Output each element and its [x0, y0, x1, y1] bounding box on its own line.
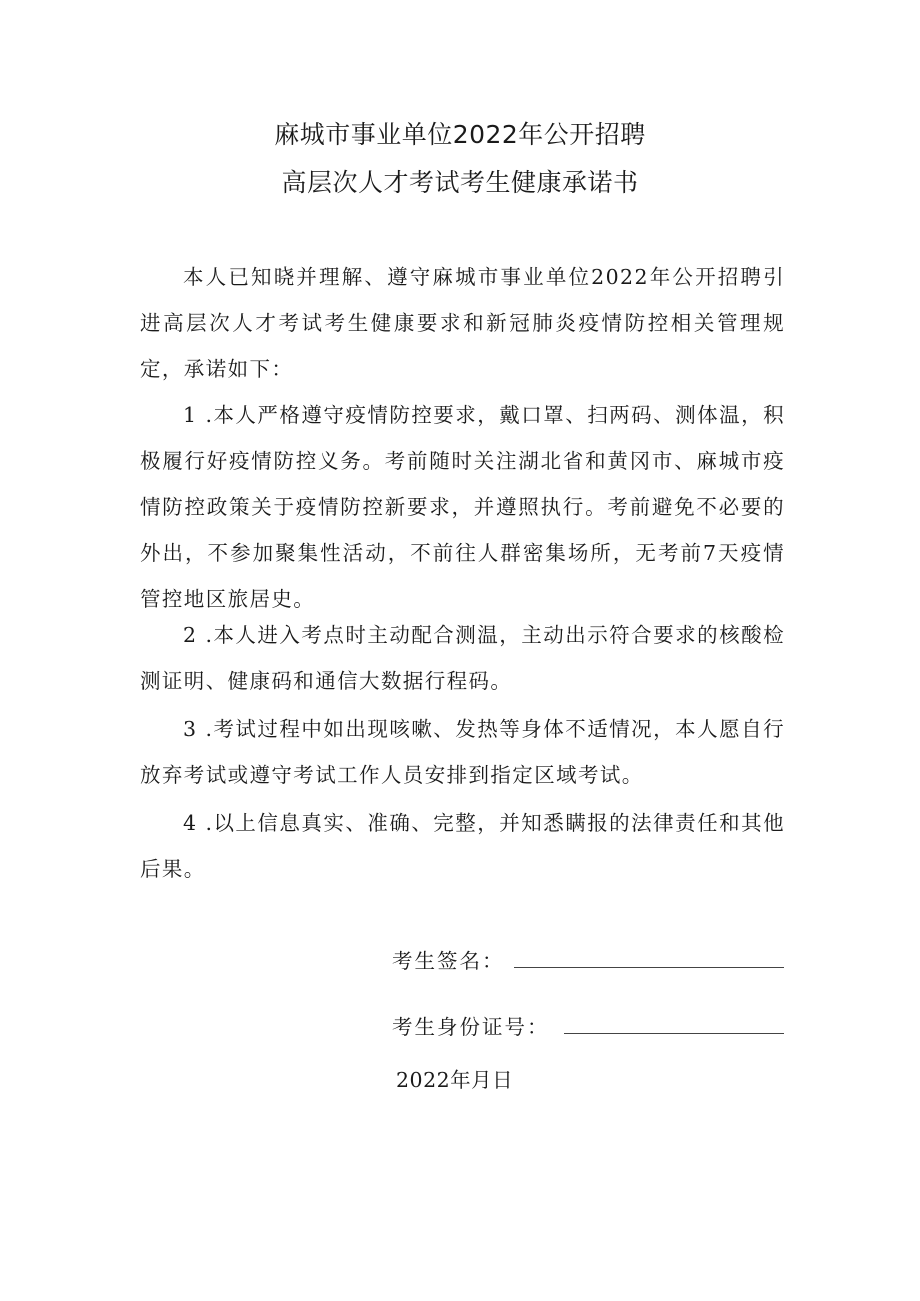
intro-paragraph: [140, 254, 785, 392]
pledge-item-text: 4 .以上信息真实、准确、完整，并知悉瞒报的法律责任和其他后果。: [140, 811, 785, 881]
signature-label: 考生签名：: [392, 949, 505, 973]
pledge-item-text: 1 .本人严格遵守疫情防控要求，戴口罩、扫两码、测体温，积极履行好疫情防控义务。考前随时关注湖北省和黄冈市、麻城市疫情防控政策关于疫情防控新要求，并遵照执行。考前避免不必要的外出，不参加聚集性活动，不前往人群密集场所，无考前7天疫情管控地区旅居史。: [140, 403, 785, 611]
intro-text: 本人已知晓并理解、遵守麻城市事业单位2022年公开招聘引进高层次人才考试考生健康要求和新冠肺炎疫情防控相关管理规定，承诺如下：: [140, 265, 785, 381]
id-number-label: 考生身份证号：: [392, 1015, 550, 1039]
signature-field[interactable]: [514, 967, 784, 968]
pledge-item-text: 2 .本人进入考点时主动配合测温，主动出示符合要求的核酸检测证明、健康码和通信大数据行程码。: [140, 623, 785, 693]
pledge-item-text: 3 .考试过程中如出现咳嗽、发热等身体不适情况，本人愿自行放弃考试或遵守考试工作人员安排到指定区域考试。: [140, 717, 785, 787]
document-title-line-2: 高层次人才考试考生健康承诺书: [281, 168, 639, 197]
id-number-field[interactable]: [564, 1033, 784, 1034]
date-line: 2022年月日: [396, 1068, 514, 1092]
document-title-line-1: 麻城市事业单位2022年公开招聘: [274, 120, 646, 149]
pledge-item-2: [140, 612, 785, 704]
pledge-item-4: [140, 800, 785, 892]
pledge-item-3: [140, 706, 785, 798]
pledge-item-1: [140, 392, 785, 622]
